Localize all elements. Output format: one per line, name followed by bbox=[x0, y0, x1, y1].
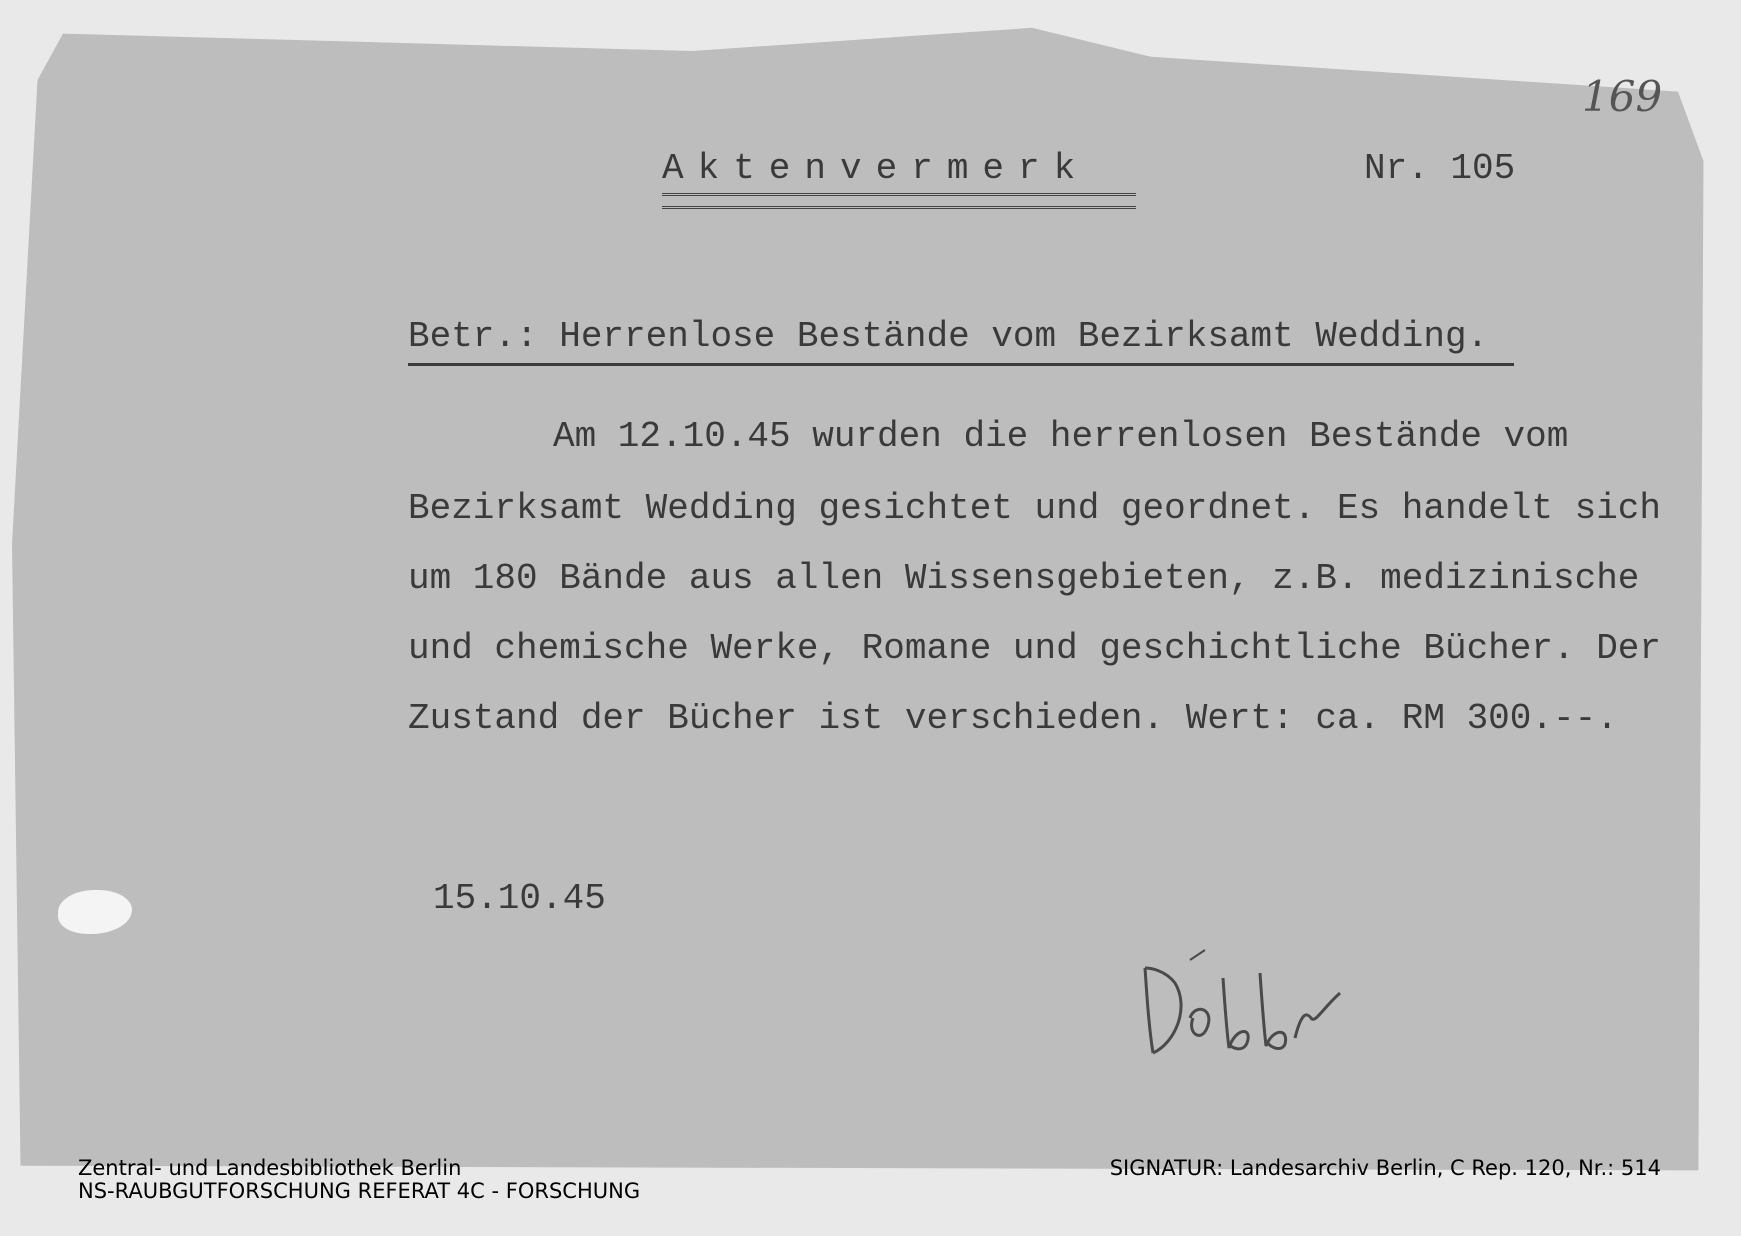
body-line: Zustand der Bücher ist verschieden. Wert: ca. RM 300.--. bbox=[408, 698, 1618, 739]
folio-number: 169 bbox=[1582, 72, 1663, 121]
document-date: 15.10.45 bbox=[433, 878, 606, 919]
body-line: Am 12.10.45 wurden die herrenlosen Bestände vom bbox=[553, 416, 1569, 457]
document-title: Aktenvermerk bbox=[662, 148, 1090, 189]
footer-signature-reference: SIGNATUR: Landesarchiv Berlin, C Rep. 120, Nr.: 514 bbox=[1109, 1156, 1661, 1180]
body-line: und chemische Werke, Romane und geschichtliche Bücher. Der bbox=[408, 628, 1662, 669]
footer-institution: Zentral- und Landesbibliothek Berlin bbox=[78, 1156, 462, 1180]
footer-department: NS-RAUBGUTFORSCHUNG REFERAT 4C - FORSCHUNG bbox=[78, 1179, 641, 1203]
body-line: um 180 Bände aus allen Wissensgebieten, z.B. medizinische bbox=[408, 558, 1640, 599]
document-number: Nr. 105 bbox=[1364, 148, 1516, 189]
title-double-underline bbox=[662, 193, 1136, 209]
handwritten-signature bbox=[1135, 948, 1345, 1068]
subject-line: Betr.: Herrenlose Bestände vom Bezirksamt Wedding. bbox=[408, 316, 1514, 366]
body-line: Bezirksamt Wedding gesichtet und geordnet. Es handelt sich bbox=[408, 488, 1662, 529]
